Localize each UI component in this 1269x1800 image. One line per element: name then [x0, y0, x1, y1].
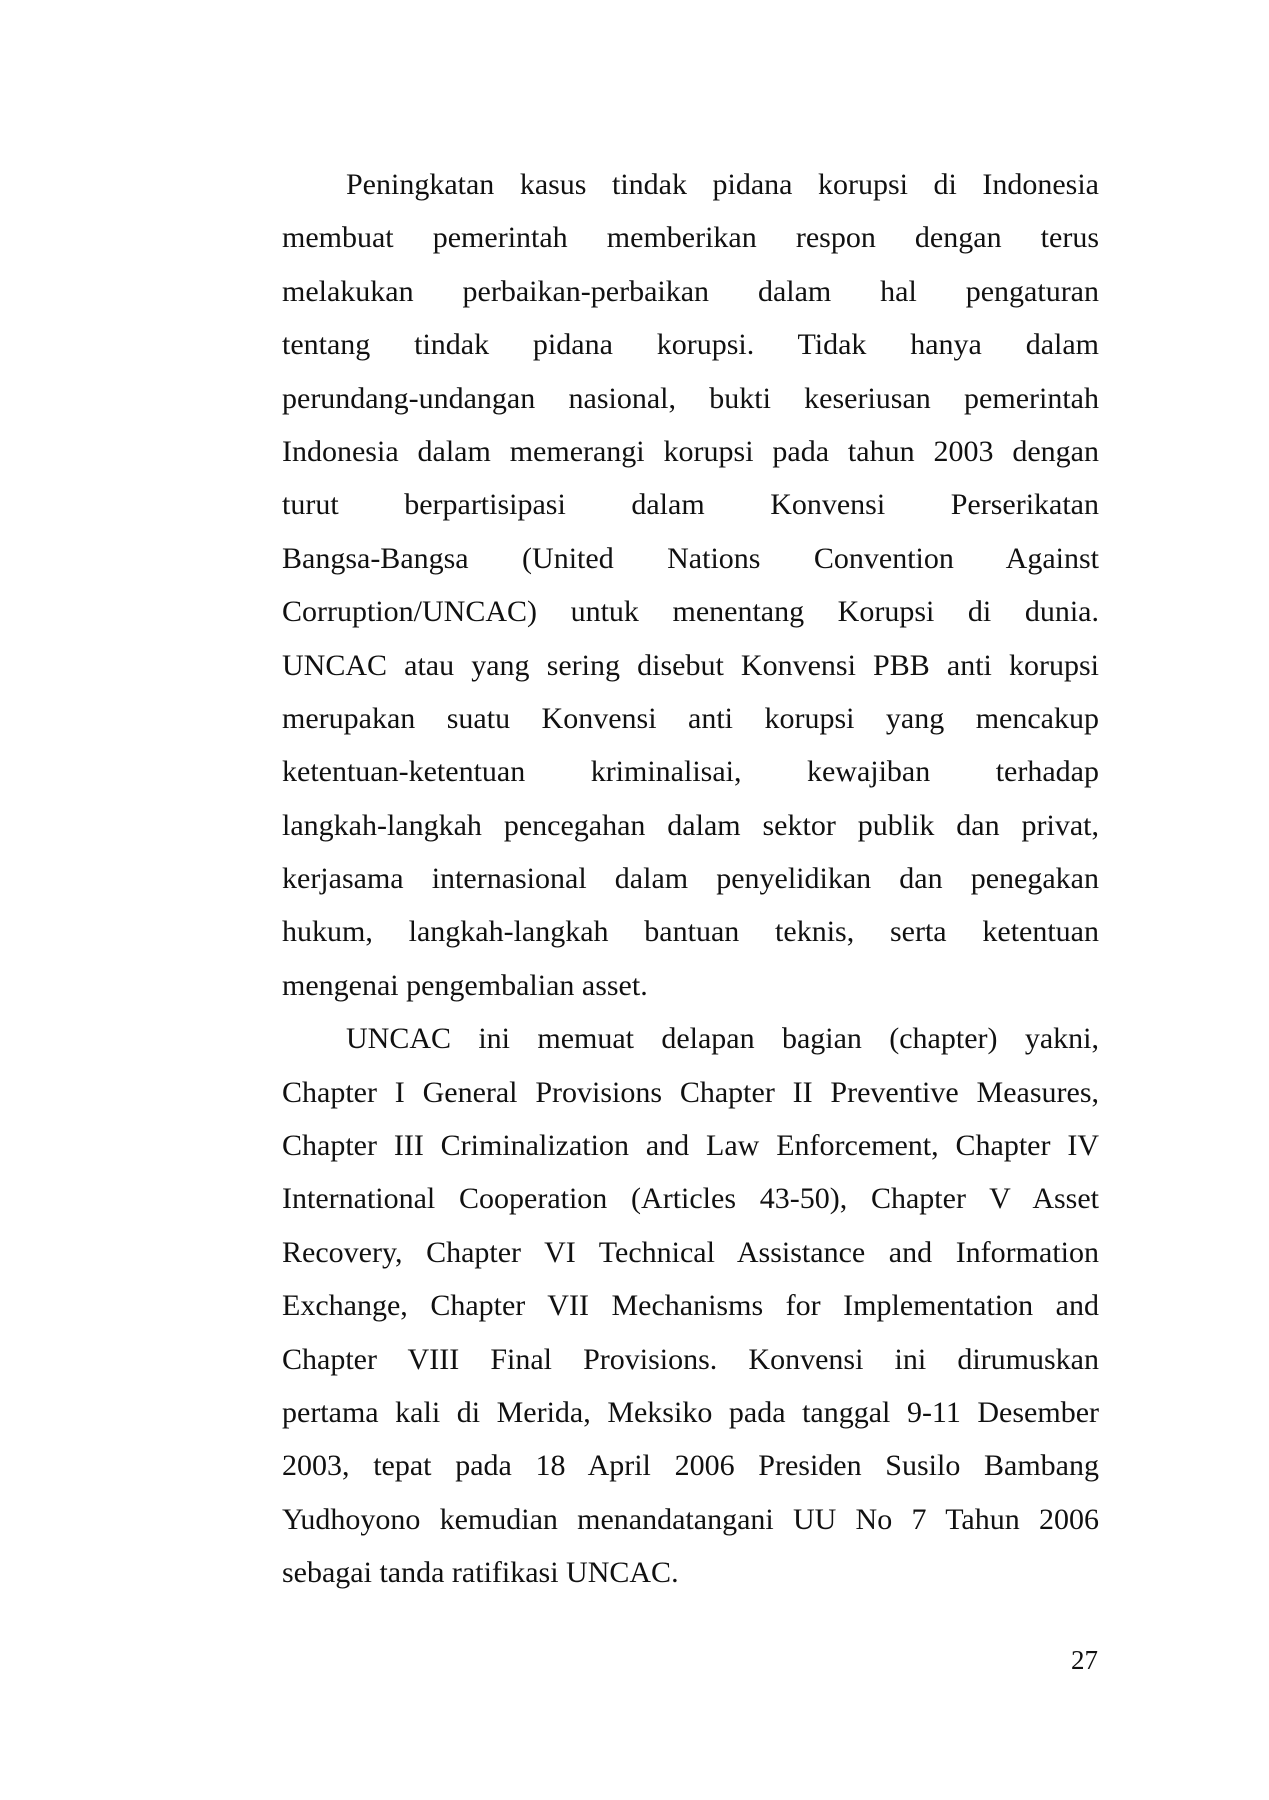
- text-line: Exchange, Chapter VII Mechanisms for Implementation and: [282, 1289, 1099, 1323]
- text-line: perundang-undangan nasional, bukti keseriusan pemerintah: [282, 381, 1099, 415]
- text-line: kerjasama internasional dalam penyelidikan dan penegakan: [282, 862, 1099, 896]
- text-line: UNCAC atau yang sering disebut Konvensi PBB anti korupsi: [282, 648, 1099, 682]
- text-line: Yudhoyono kemudian menandatangani UU No 7 Tahun 2006: [282, 1502, 1099, 1536]
- text-line: sebagai tanda ratifikasi UNCAC.: [282, 1556, 679, 1590]
- text-line: Indonesia dalam memerangi korupsi pada tahun 2003 dengan: [282, 434, 1099, 468]
- paragraph: [282, 1012, 1099, 1599]
- text-line: merupakan suatu Konvensi anti korupsi yang mencakup: [282, 701, 1099, 735]
- text-line: pertama kali di Merida, Meksiko pada tanggal 9-11 Desember: [282, 1395, 1099, 1429]
- text-line: mengenai pengembalian asset.: [282, 968, 648, 1002]
- paragraph: [282, 158, 1099, 1012]
- page-number: 27: [1071, 1645, 1098, 1675]
- text-line: UNCAC ini memuat delapan bagian (chapter) yakni,: [346, 1022, 1099, 1056]
- text-line: Chapter VIII Final Provisions. Konvensi ini dirumuskan: [282, 1342, 1099, 1376]
- body-text: [282, 158, 1099, 1600]
- text-line: langkah-langkah pencegahan dalam sektor publik dan privat,: [282, 808, 1099, 842]
- text-line: International Cooperation (Articles 43-50), Chapter V Asset: [282, 1182, 1099, 1216]
- text-line: Peningkatan kasus tindak pidana korupsi di Indonesia: [346, 168, 1099, 201]
- text-line: ketentuan-ketentuan kriminalisai, kewajiban terhadap: [282, 755, 1099, 789]
- text-line: tentang tindak pidana korupsi. Tidak hanya dalam: [282, 328, 1099, 362]
- text-line: melakukan perbaikan-perbaikan dalam hal pengaturan: [282, 274, 1099, 308]
- text-line: Recovery, Chapter VI Technical Assistance and Information: [282, 1235, 1099, 1269]
- text-line: membuat pemerintah memberikan respon dengan terus: [282, 221, 1099, 255]
- text-line: Chapter I General Provisions Chapter II Preventive Measures,: [282, 1075, 1099, 1109]
- text-line: turut berpartisipasi dalam Konvensi Perserikatan: [282, 488, 1099, 522]
- text-line: Bangsa-Bangsa (United Nations Convention Against: [282, 541, 1099, 575]
- text-line: hukum, langkah-langkah bantuan teknis, serta ketentuan: [282, 915, 1099, 949]
- text-line: Chapter III Criminalization and Law Enforcement, Chapter IV: [282, 1129, 1099, 1163]
- text-line: 2003, tepat pada 18 April 2006 Presiden Susilo Bambang: [282, 1449, 1099, 1483]
- text-line: Corruption/UNCAC) untuk menentang Korupsi di dunia.: [282, 595, 1099, 629]
